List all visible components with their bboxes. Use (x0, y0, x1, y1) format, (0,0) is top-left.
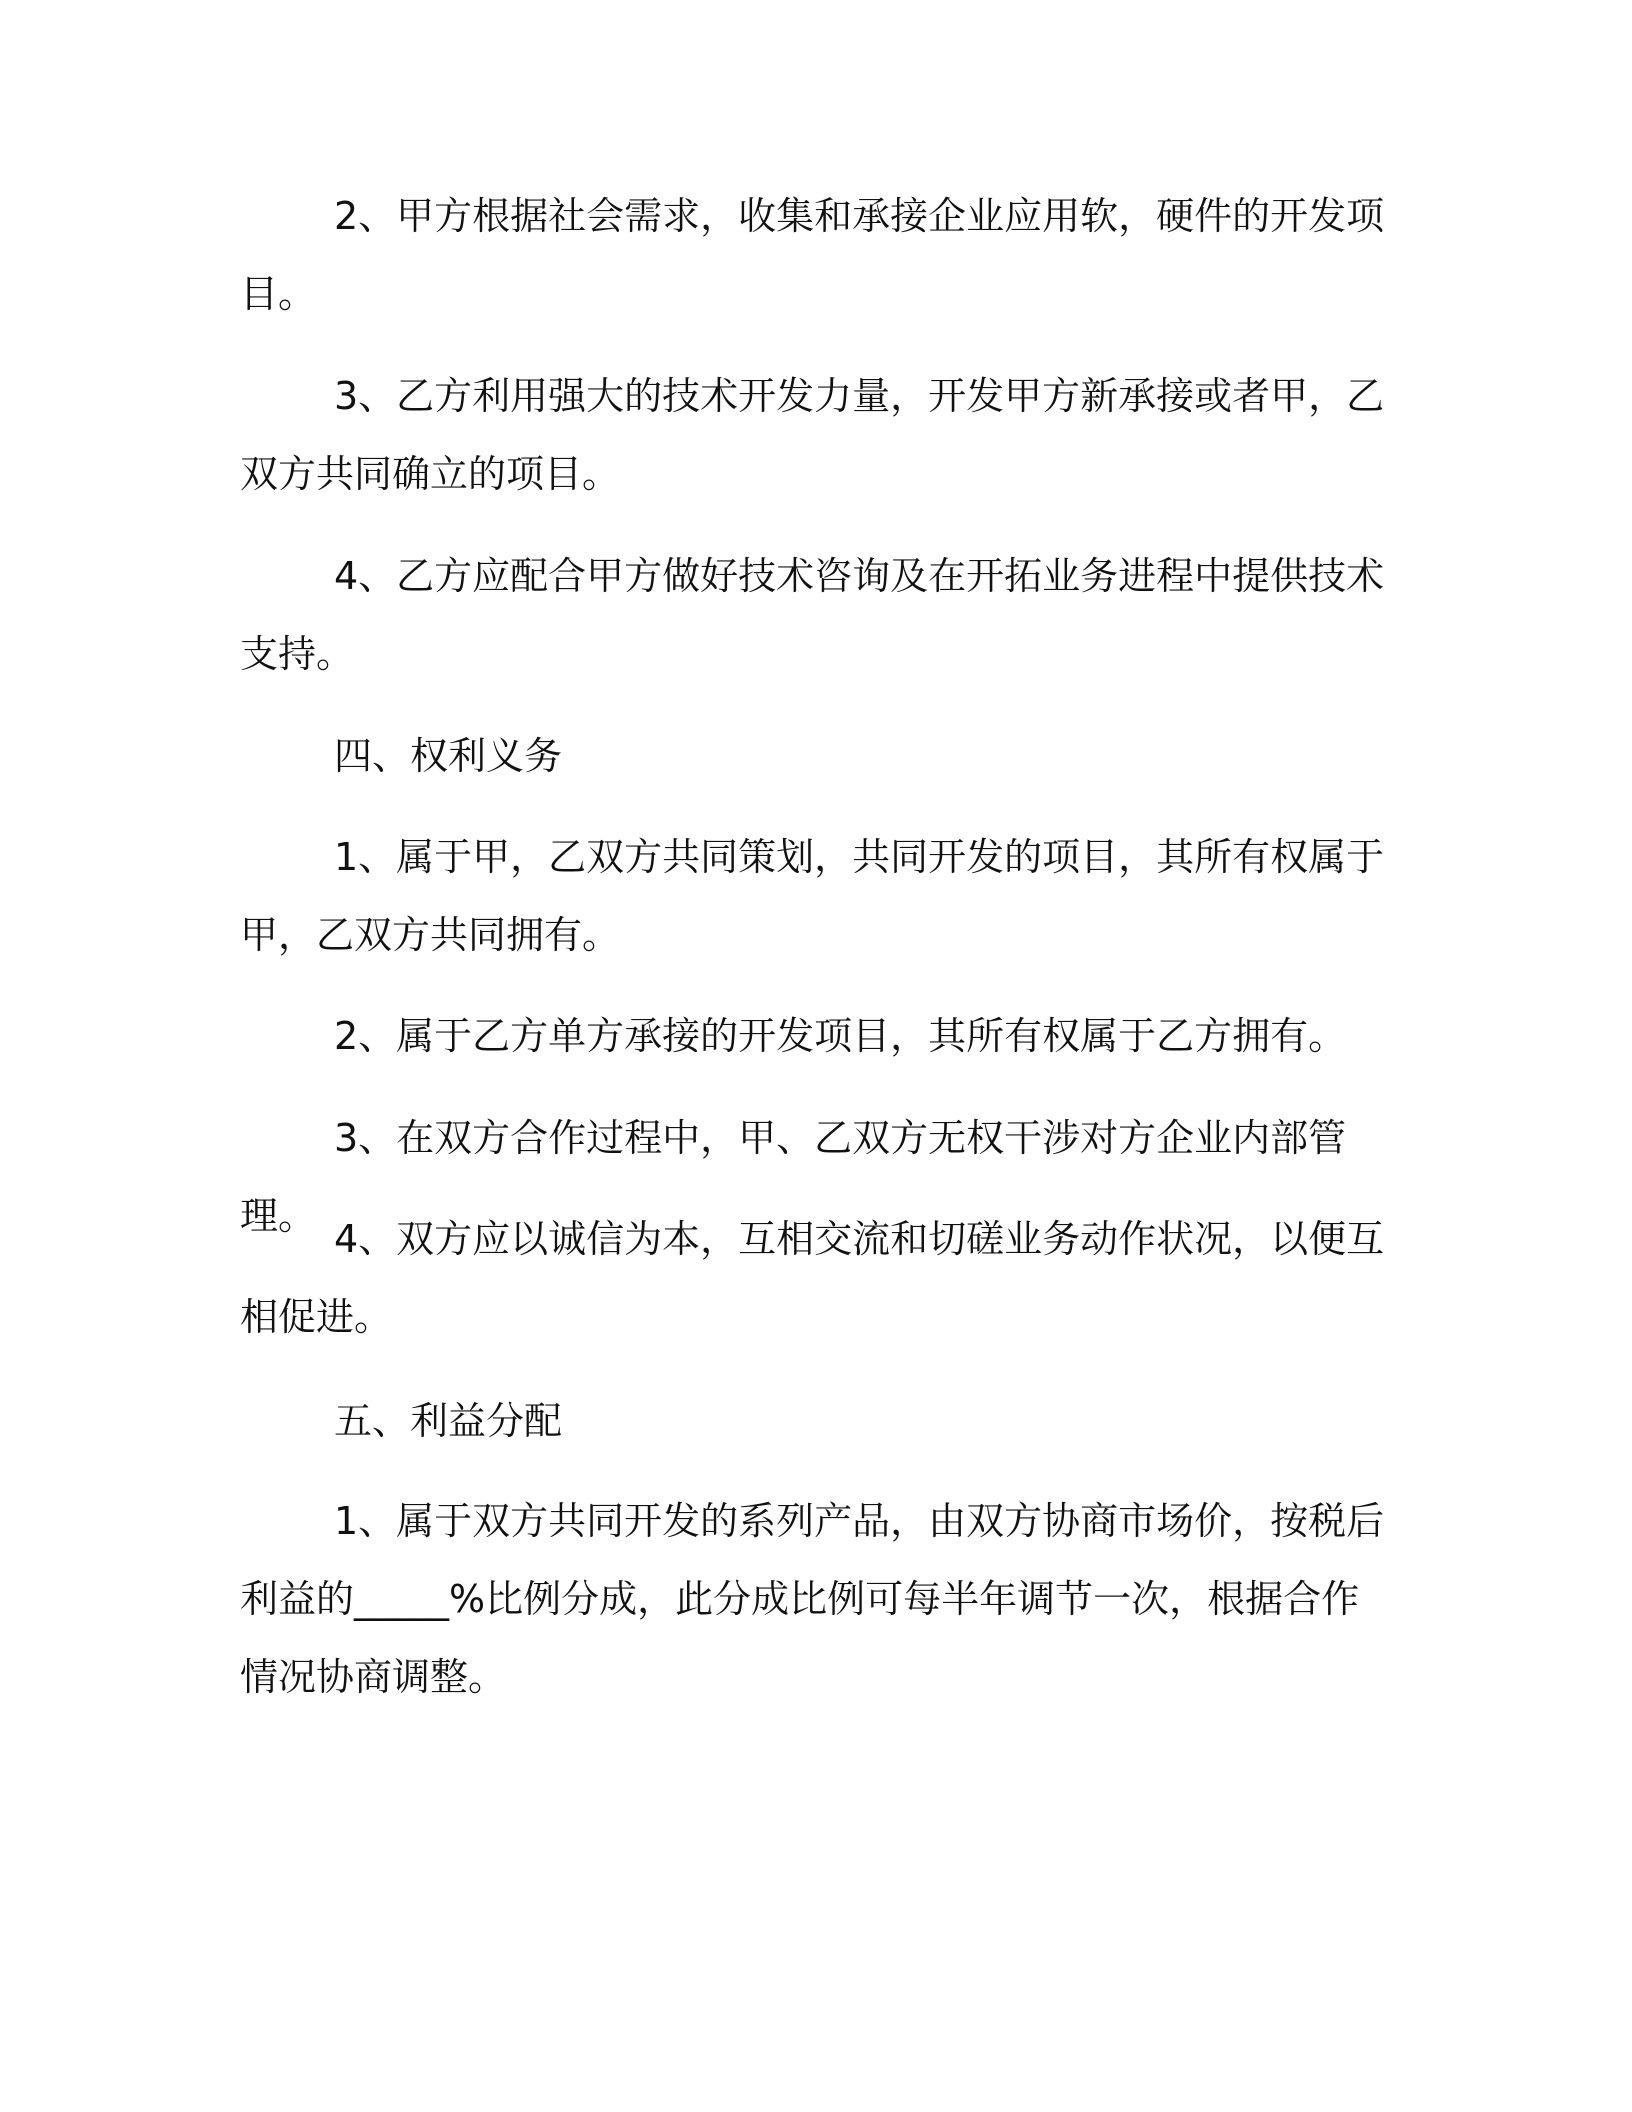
clause-4-4: 4、双方应以诚信为本，互相交流和切磋业务动作状况，以便互相促进。 (240, 1217, 1385, 1339)
clause-4-1: 1、属于甲，乙双方共同策划，共同开发的项目，其所有权属于甲，乙双方共同拥有。 (240, 835, 1385, 957)
clause-3-4: 4、乙方应配合甲方做好技术咨询及在开拓业务进程中提供技术支持。 (240, 554, 1385, 676)
clause-3-3: 3、乙方利用强大的技术开发力量，开发甲方新承接或者甲，乙双方共同确立的项目。 (240, 374, 1385, 496)
clause-4-2: 2、属于乙方单方承接的开发项目，其所有权属于乙方拥有。 (334, 1014, 1347, 1058)
section-heading-rights-obligations: 四、权利义务 (334, 734, 563, 778)
clause-4-3: 3、在双方合作过程中，甲、乙双方无权干涉对方企业内部管理。 (240, 1116, 1347, 1238)
clause-5-1: 1、属于双方共同开发的系列产品，由双方协商市场价，按税后利益的_____%比例分成，此分成比例可每半年调节一次，根据合作情况协商调整。 (240, 1499, 1385, 1699)
section-heading-profit-distribution: 五、利益分配 (334, 1399, 563, 1443)
clause-3-2: 2、甲方根据社会需求，收集和承接企业应用软，硬件的开发项目。 (240, 194, 1385, 316)
